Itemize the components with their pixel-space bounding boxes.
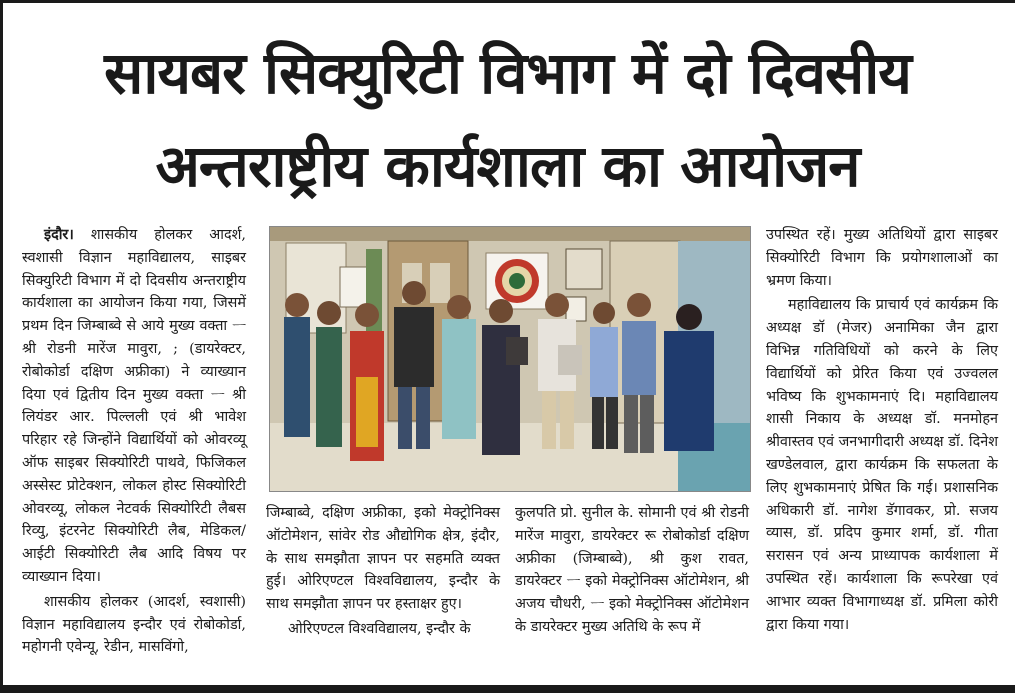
paragraph-text: शासकीय होलकर आदर्श, स्वशासी विज्ञान महाविद्यालय, साइबर सिक्युरिटी विभाग में दो दिवसीय अन्तराष्ट्रीय कार्यशाला का आयोजन किया गया, जिसमें प्रथम दिन जिम्बाब्वे से आये मुख्य वक्ता ᅳ श्री रोडनी मारेंज मावुरा, ; (डायरेक्टर, रोबोकोर्डा दक्षिण अफ्रीका) ने व्याख्यान दिया एवं द्वितीय दिन मुख्य वक्ता ᅳ श्री लियंडर आर. पिल्लली एवं श्री भावेश परिहार रहे जिन्होंने विद्यार्थियों को ओवरव्यू ऑफ साइबर सिक्योरिटी पाथवे, फिजिकल अस्सेस्ट प्रोटेक्शन, लोकल होस्ट सिक्योरिटी ओवरव्यू, लोकल नेटवर्क सिक्योरिटी लैबस रिव्यु, इंटरनेट सिक्योरिटी लैब, मेडिकल/ आईटी सिक्योरिटी लैब आदि विषय पर व्याख्यान दिया।: [22, 227, 246, 585]
headline-line-1: सायबर सिक्युरिटी विभाग में दो दिवसीय: [104, 39, 911, 107]
left-rule: [0, 0, 3, 693]
article-column-left: [22, 224, 246, 659]
article-paragraph: जिम्बाब्वे, दक्षिण अफ्रीका, इको मेक्ट्रोनिक्स ऑटोमेशन, सांवेर रोड औद्योगिक क्षेत्र, इंदौर, के साथ समझौता ज्ञापन पर सहमति व्यक्त हुई। ओरिएण्टल विश्वविद्यालय, इन्दौर के साथ समझौता ज्ञापन पर हस्ताक्षर हुए।: [266, 505, 500, 613]
group-photo-icon: [269, 226, 751, 492]
dateline: इंदौर।: [44, 226, 74, 243]
article-column-right: [766, 224, 998, 636]
article-paragraph: उपस्थित रहें। मुख्य अतिथियों द्वारा साइबर सिक्योरिटी विभाग कि प्रयोगशालाओं का भ्रमण किया।: [766, 227, 998, 289]
article-paragraph: [22, 224, 246, 589]
article-paragraph: ओरिएण्टल विश्वविद्यालय, इन्दौर के: [288, 620, 471, 637]
headline-line-2: अन्तराष्ट्रीय कार्यशाला का आयोजन: [155, 132, 860, 200]
article-column-middle-2: [515, 502, 749, 639]
bottom-rule: [0, 685, 1015, 693]
article-paragraph: महाविद्यालय कि प्राचार्य एवं कार्यक्रम कि अध्यक्ष डॉ (मेजर) अनामिका जैन द्वारा विभिन्न गतिविधियों को करने के लिए विद्यार्थियों को प्रेरित किया एवं उज्वलल भविष्य कि शुभकामनाएं दि। महाविद्यालय शासी निकाय के अध्यक्ष डॉ. मनमोहन श्रीवास्तव एवं जनभागीदारी अध्यक्ष डॉ. दिनेश खण्डेलवाल, द्वारा कार्यक्रम कि सफलता के लिए शुभकामनाएं प्रेषित कि गई। प्रशासनिक अधिकारी डॉ. नागेश डॅगावकर, प्रो. सजय व्यास, डॉ. प्रदिप कुमार शर्मा, डॉ. गीता सरासन एवं अन्य प्राध्यापक कार्यशाला में उपस्थित रहें। कार्यशाला कि रूपरेखा एवं आभार व्यक्त विभागाध्यक्ष डॉ. प्रमिला कोरी द्वारा किया गया।: [766, 297, 998, 633]
article-paragraph: कुलपति प्रो. सुनील के. सोमानी एवं श्री रोडनी मारेंज मावुरा, डायरेक्टर रू रोबोकोर्डा दक्षिण अफ्रीका (जिम्बाब्वे), श्री कुश रावत, डायरेक्टर ᅳ इको मेक्ट्रोनिक्स ऑटोमेशन, श्री अजय चौधरी, ᅳ इको मेक्ट्रोनिक्स ऑटोमेशन के डायरेक्टर मुख्य अतिथि के रूप में: [515, 505, 749, 635]
article-column-middle-1: [266, 502, 500, 641]
top-rule: [0, 0, 1015, 3]
article-paragraph: शासकीय होलकर (आदर्श, स्वशासी) विज्ञान महाविद्यालय इन्दौर एवं रोबोकोर्डा, महोगनी एवेन्यू, रेडीन, मासविंगो,: [22, 593, 246, 656]
